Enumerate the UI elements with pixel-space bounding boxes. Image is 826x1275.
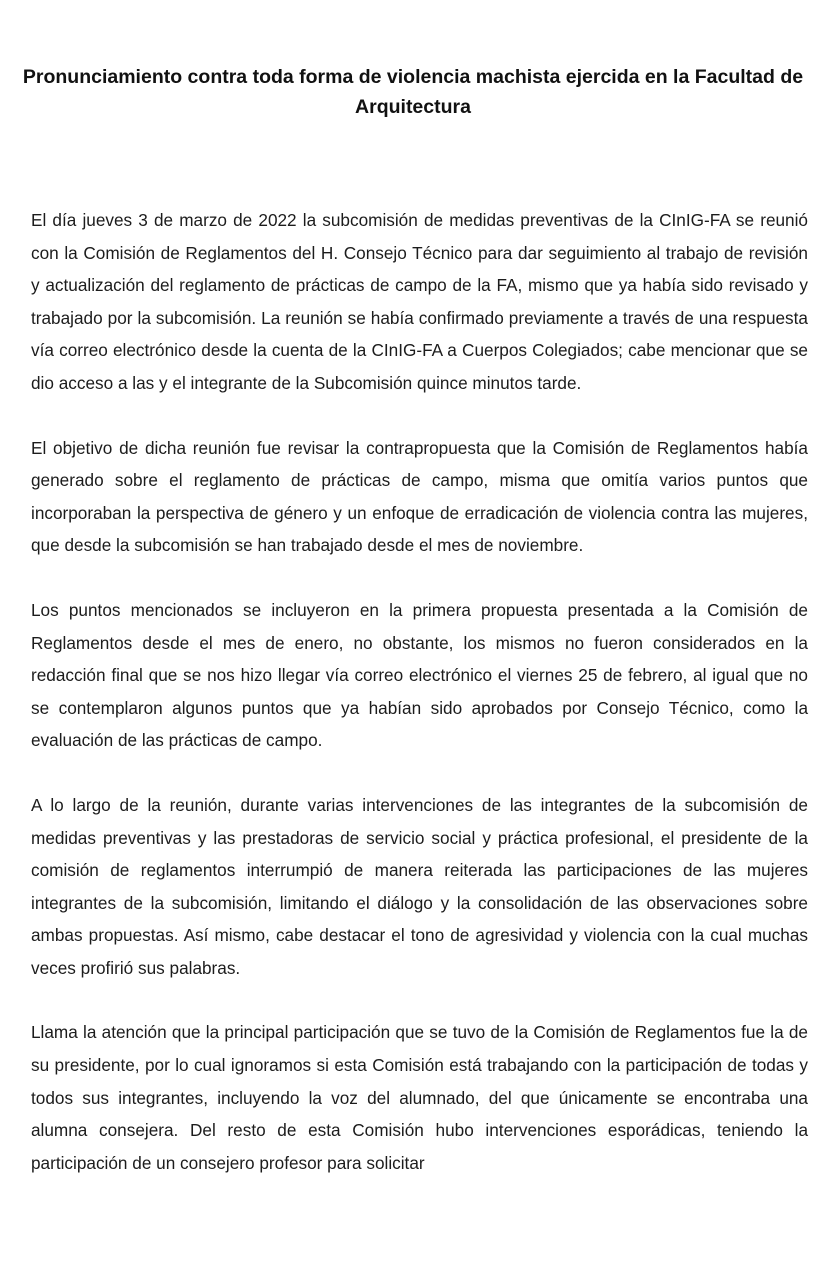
- document-body: [31, 204, 808, 1211]
- paragraph-5: Llama la atención que la principal participación que se tuvo de la Comisión de Reglamentos fue la de su presidente, por lo cual ignoramos si esta Comisión está trabajando con la participación de todas y todos sus integrantes, incluyendo la voz del alumnado, del que únicamente se encontraba una alumna consejera. Del resto de esta Comisión hubo intervenciones esporádicas, teniendo la participación de un consejero profesor para solicitar: [31, 1022, 808, 1173]
- paragraph-1: El día jueves 3 de marzo de 2022 la subcomisión de medidas preventivas de la CInIG-FA se reunió con la Comisión de Reglamentos del H. Consejo Técnico para dar seguimiento al trabajo de revisión y actualización del reglamento de prácticas de campo de la FA, mismo que ya había sido revisado y trabajado por la subcomisión. La reunión se había confirmado previamente a través de una respuesta vía correo electrónico desde la cuenta de la CInIG-FA a Cuerpos Colegiados; cabe mencionar que se dio acceso a las y el integrante de la Subcomisión quince minutos tarde.: [31, 210, 808, 393]
- paragraph-2: El objetivo de dicha reunión fue revisar la contrapropuesta que la Comisión de Reglamentos había generado sobre el reglamento de prácticas de campo, misma que omitía varios puntos que incorporaban la perspectiva de género y un enfoque de erradicación de violencia contra las mujeres, que desde la subcomisión se han trabajado desde el mes de noviembre.: [31, 437, 808, 556]
- paragraph-4: A lo largo de la reunión, durante varias intervenciones de las integrantes de la subcomisión de medidas preventivas y las prestadoras de servicio social y práctica profesional, el presidente de la comisión de reglamentos interrumpió de manera reiterada las participaciones de las mujeres integrantes de la subcomisión, limitando el diálogo y la consolidación de las observaciones sobre ambas propuestas. Así mismo, cabe destacar el tono de agresividad y violencia con la cual muchas veces profirió sus palabras.: [31, 794, 808, 978]
- document-title: Pronunciamiento contra toda forma de violencia machista ejercida en la Facultad de Arquitectura: [22, 66, 804, 118]
- paragraph-3: Los puntos mencionados se incluyeron en la primera propuesta presentada a la Comisión de Reglamentos desde el mes de enero, no obstante, los mismos no fueron considerados en la redacción final que se nos hizo llegar vía correo electrónico el viernes 25 de febrero, al igual que no se contemplaron algunos puntos que ya habían sido aprobados por Consejo Técnico, como la evaluación de las prácticas de campo.: [31, 599, 808, 751]
